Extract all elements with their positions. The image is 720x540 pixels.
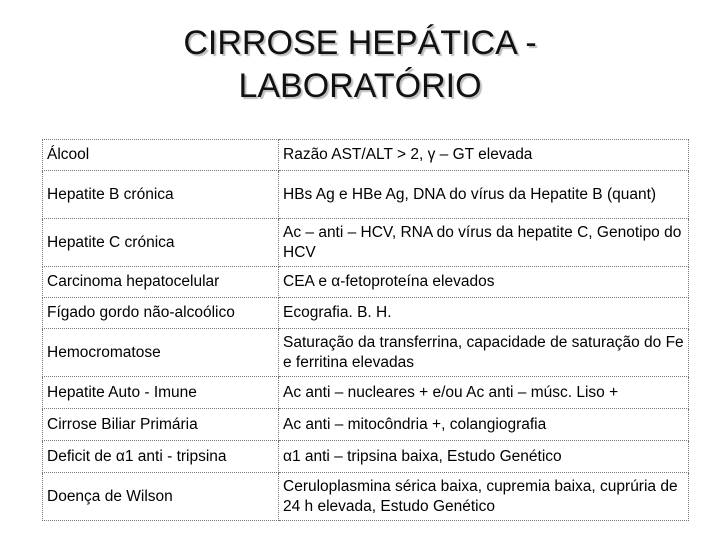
findings-cell: HBs Ag e HBe Ag, DNA do vírus da Hepatite B (quant): [279, 171, 689, 219]
condition-cell: Hepatite Auto - Imune: [43, 377, 279, 409]
table-row: [43, 219, 689, 267]
slide-title-line-2: LABORATÓRIO: [238, 67, 482, 105]
table-row: [43, 441, 689, 473]
condition-cell: Carcinoma hepatocelular: [43, 267, 279, 298]
findings-cell: Ac anti – mitocôndria +, colangiografia: [279, 409, 689, 441]
findings-cell: α1 anti – tripsina baixa, Estudo Genético: [279, 441, 689, 473]
condition-cell: Hepatite B crónica: [43, 171, 279, 219]
findings-cell: CEA e α-fetoproteína elevados: [279, 267, 689, 298]
condition-cell: Álcool: [43, 140, 279, 171]
findings-cell: Ac – anti – HCV, RNA do vírus da hepatite C, Genotipo do HCV: [279, 219, 689, 267]
table-row: [43, 267, 689, 298]
table-row: [43, 171, 689, 219]
condition-cell: Hepatite C crónica: [43, 219, 279, 267]
condition-cell: Cirrose Biliar Primária: [43, 409, 279, 441]
table-row: [43, 329, 689, 377]
condition-cell: Deficit de α1 anti - tripsina: [43, 441, 279, 473]
table-row: [43, 140, 689, 171]
table-row: [43, 409, 689, 441]
table-row: [43, 473, 689, 521]
table-row: [43, 298, 689, 329]
condition-cell: Hemocromatose: [43, 329, 279, 377]
table-row: [43, 377, 689, 409]
slide-title: [0, 22, 720, 108]
findings-cell: Ac anti – nucleares + e/ou Ac anti – músc. Liso +: [279, 377, 689, 409]
findings-cell: Razão AST/ALT > 2, γ – GT elevada: [279, 140, 689, 171]
condition-cell: Fígado gordo não-alcoólico: [43, 298, 279, 329]
findings-cell: Ecografia. B. H.: [279, 298, 689, 329]
findings-cell: Saturação da transferrina, capacidade de saturação do Fe e ferritina elevadas: [279, 329, 689, 377]
lab-findings-table: [42, 139, 689, 521]
findings-cell: Ceruloplasmina sérica baixa, cupremia baixa, cuprúria de 24 h elevada, Estudo Genético: [279, 473, 689, 521]
condition-cell: Doença de Wilson: [43, 473, 279, 521]
slide-title-line-1: CIRROSE HEPÁTICA -: [183, 24, 537, 62]
